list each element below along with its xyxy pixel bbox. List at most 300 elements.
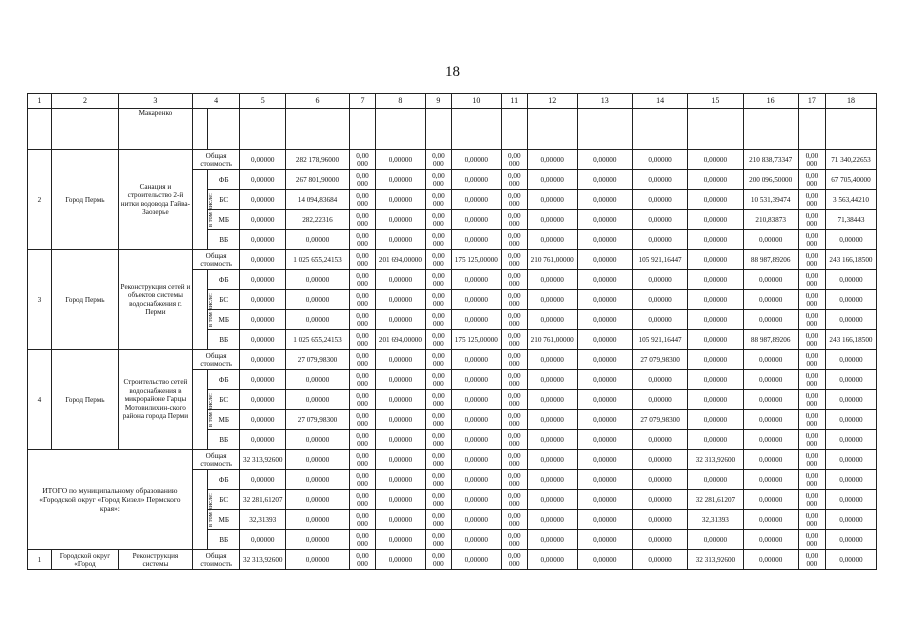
in-that-number-label [192, 370, 214, 450]
value-cell: 0,00000 [240, 310, 286, 330]
value-cell: 0,00 000 [349, 410, 375, 430]
value-cell: 0,00 000 [425, 250, 451, 270]
value-cell: 0,00 000 [798, 550, 825, 570]
value-cell [798, 109, 825, 150]
table-row [28, 250, 877, 270]
page-number: 18 [445, 64, 460, 80]
value-cell: 210 838,73347 [743, 150, 798, 170]
value-cell: 0,00000 [286, 290, 350, 310]
in-that-number-label [192, 270, 214, 350]
value-cell: 0,00000 [375, 310, 425, 330]
row-number-cell: 4 [28, 350, 52, 450]
value-cell: 0,00 000 [349, 430, 375, 450]
municipality-cell: Город Пермь [51, 250, 118, 350]
funding-source-cell: Общая стоимость [192, 250, 240, 270]
row-number-cell: 2 [28, 150, 52, 250]
value-cell: 0,00 000 [425, 430, 451, 450]
value-cell [425, 109, 451, 150]
value-cell: 0,00000 [527, 170, 577, 190]
value-cell: 267 801,90000 [286, 170, 350, 190]
value-cell: 0,00000 [375, 270, 425, 290]
value-cell [286, 109, 350, 150]
value-cell: 0,00000 [451, 270, 501, 290]
object-name-cell: Реконструкция сетей и объектов системы водоснабжения г. Перми [119, 250, 193, 350]
value-cell: 71,38443 [825, 210, 876, 230]
municipality-cell [51, 109, 118, 150]
value-cell: 0,00000 [451, 510, 501, 530]
value-cell: 0,00 000 [798, 250, 825, 270]
value-cell: 0,00000 [688, 190, 743, 210]
value-cell: 0,00000 [577, 470, 632, 490]
value-cell: 0,00000 [240, 410, 286, 430]
value-cell: 0,00000 [825, 450, 876, 470]
value-cell: 0,00000 [451, 390, 501, 410]
header-cell: 9 [425, 94, 451, 109]
value-cell: 0,00000 [632, 430, 687, 450]
value-cell: 0,00000 [688, 210, 743, 230]
value-cell: 0,00 000 [798, 150, 825, 170]
value-cell: 27 079,98300 [632, 350, 687, 370]
value-cell: 0,00000 [375, 290, 425, 310]
value-cell: 0,00 000 [425, 510, 451, 530]
value-cell: 0,00 000 [798, 490, 825, 510]
value-cell: 0,00 000 [425, 390, 451, 410]
value-cell: 0,00000 [743, 450, 798, 470]
value-cell: 0,00 000 [349, 310, 375, 330]
municipality-cell: Город Пермь [51, 150, 118, 250]
header-cell: 6 [286, 94, 350, 109]
table-row [28, 550, 877, 570]
value-cell: 0,00000 [688, 170, 743, 190]
value-cell: 32 313,92600 [240, 450, 286, 470]
value-cell: 32 313,92600 [240, 550, 286, 570]
value-cell: 0,00000 [375, 510, 425, 530]
value-cell: 0,00000 [527, 370, 577, 390]
value-cell: 0,00 000 [349, 490, 375, 510]
value-cell: 0,00 000 [798, 410, 825, 430]
value-cell: 0,00 000 [798, 210, 825, 230]
value-cell: 0,00 000 [501, 530, 527, 550]
value-cell: 0,00 000 [425, 370, 451, 390]
value-cell: 0,00000 [688, 430, 743, 450]
value-cell: 0,00000 [743, 470, 798, 490]
value-cell: 0,00000 [632, 310, 687, 330]
value-cell: 0,00 000 [349, 150, 375, 170]
value-cell: 0,00 000 [798, 350, 825, 370]
value-cell: 0,00000 [451, 370, 501, 390]
value-cell: 0,00000 [375, 410, 425, 430]
funding-source-cell: Общая стоимость [192, 450, 240, 470]
value-cell: 0,00000 [688, 310, 743, 330]
value-cell: 0,00000 [375, 390, 425, 410]
value-cell [825, 109, 876, 150]
value-cell: 0,00000 [825, 410, 876, 430]
value-cell: 0,00 000 [501, 290, 527, 310]
funding-source-cell: ВБ [207, 430, 240, 450]
value-cell: 0,00 000 [425, 170, 451, 190]
value-cell: 0,00000 [451, 470, 501, 490]
value-cell: 27 079,98300 [632, 410, 687, 430]
header-cell: 8 [375, 94, 425, 109]
value-cell: 0,00000 [825, 430, 876, 450]
value-cell: 0,00000 [688, 470, 743, 490]
value-cell: 0,00 000 [501, 430, 527, 450]
value-cell: 0,00000 [451, 190, 501, 210]
value-cell: 0,00000 [451, 450, 501, 470]
value-cell: 32 281,61207 [688, 490, 743, 510]
value-cell: 0,00000 [688, 290, 743, 310]
value-cell: 0,00000 [286, 430, 350, 450]
value-cell: 0,00000 [286, 470, 350, 490]
value-cell: 0,00000 [527, 350, 577, 370]
value-cell: 0,00000 [240, 290, 286, 310]
header-cell: 16 [743, 94, 798, 109]
header-cell: 14 [632, 94, 687, 109]
value-cell: 0,00000 [375, 450, 425, 470]
value-cell: 0,00000 [743, 530, 798, 550]
value-cell: 0,00000 [577, 170, 632, 190]
value-cell: 0,00000 [632, 530, 687, 550]
header-cell: 1 [28, 94, 52, 109]
value-cell: 0,00 000 [798, 230, 825, 250]
value-cell: 0,00000 [577, 150, 632, 170]
value-cell: 0,00000 [240, 170, 286, 190]
value-cell: 27 079,98300 [286, 350, 350, 370]
value-cell: 0,00000 [577, 430, 632, 450]
value-cell: 0,00000 [286, 310, 350, 330]
value-cell: 0,00 000 [425, 270, 451, 290]
in-that-number-text: в том числе: [206, 493, 214, 527]
in-that-number-text: в том числе: [206, 293, 214, 327]
value-cell: 0,00 000 [501, 370, 527, 390]
header-cell: 18 [825, 94, 876, 109]
value-cell: 0,00000 [286, 230, 350, 250]
value-cell [192, 109, 207, 150]
value-cell: 32,31393 [240, 510, 286, 530]
value-cell: 0,00000 [632, 370, 687, 390]
value-cell: 0,00000 [577, 190, 632, 210]
value-cell: 0,00000 [451, 310, 501, 330]
value-cell: 0,00 000 [425, 190, 451, 210]
value-cell: 0,00000 [632, 450, 687, 470]
value-cell: 0,00000 [286, 390, 350, 410]
row-number-cell: 3 [28, 250, 52, 350]
value-cell: 0,00000 [743, 370, 798, 390]
value-cell: 0,00 000 [798, 270, 825, 290]
value-cell: 0,00000 [577, 290, 632, 310]
value-cell: 3 563,44210 [825, 190, 876, 210]
funding-source-cell: МБ [207, 210, 240, 230]
value-cell: 0,00000 [743, 510, 798, 530]
value-cell: 0,00000 [527, 430, 577, 450]
value-cell: 0,00000 [375, 230, 425, 250]
value-cell: 0,00000 [240, 530, 286, 550]
value-cell: 0,00000 [451, 410, 501, 430]
value-cell: 0,00000 [286, 530, 350, 550]
value-cell: 0,00000 [286, 550, 350, 570]
funding-source-cell: ВБ [207, 230, 240, 250]
value-cell: 0,00000 [825, 310, 876, 330]
table-row [28, 150, 877, 170]
value-cell: 0,00000 [375, 550, 425, 570]
header-cell: 7 [349, 94, 375, 109]
value-cell [451, 109, 501, 150]
value-cell: 0,00 000 [349, 330, 375, 350]
value-cell: 0,00000 [632, 230, 687, 250]
value-cell: 200 096,50000 [743, 170, 798, 190]
value-cell: 0,00000 [688, 390, 743, 410]
value-cell: 0,00000 [375, 490, 425, 510]
value-cell: 0,00000 [527, 490, 577, 510]
header-cell: 12 [527, 94, 577, 109]
value-cell: 0,00000 [527, 390, 577, 410]
value-cell: 0,00000 [451, 530, 501, 550]
value-cell: 0,00 000 [349, 390, 375, 410]
funding-source-cell: ФБ [207, 470, 240, 490]
funding-source-cell: БС [207, 190, 240, 210]
value-cell: 105 921,16447 [632, 250, 687, 270]
value-cell: 0,00 000 [349, 230, 375, 250]
value-cell: 0,00 000 [425, 350, 451, 370]
funding-source-cell: ФБ [207, 370, 240, 390]
value-cell: 0,00000 [825, 470, 876, 490]
value-cell: 0,00000 [375, 370, 425, 390]
value-cell: 0,00 000 [425, 550, 451, 570]
value-cell: 0,00 000 [425, 470, 451, 490]
object-name-cell: Санация и строительство 2-й нитки водовода Гайва-Заозерье [119, 150, 193, 250]
value-cell: 210 761,00000 [527, 330, 577, 350]
header-cell: 5 [240, 94, 286, 109]
value-cell: 0,00000 [527, 210, 577, 230]
value-cell: 0,00000 [825, 270, 876, 290]
funding-source-cell: ФБ [207, 270, 240, 290]
value-cell: 0,00000 [632, 290, 687, 310]
value-cell: 0,00 000 [798, 370, 825, 390]
value-cell: 201 694,00000 [375, 250, 425, 270]
value-cell: 282,22316 [286, 210, 350, 230]
value-cell: 32,31393 [688, 510, 743, 530]
value-cell: 0,00000 [688, 330, 743, 350]
value-cell: 0,00000 [527, 190, 577, 210]
value-cell: 0,00000 [240, 430, 286, 450]
value-cell: 0,00000 [527, 230, 577, 250]
value-cell: 0,00 000 [501, 470, 527, 490]
row-number-cell: 1 [28, 550, 52, 570]
value-cell: 0,00 000 [501, 390, 527, 410]
value-cell: 0,00000 [632, 210, 687, 230]
value-cell: 0,00000 [451, 490, 501, 510]
value-cell: 0,00 000 [349, 250, 375, 270]
value-cell: 0,00000 [240, 350, 286, 370]
value-cell: 0,00000 [286, 450, 350, 470]
funding-source-cell: ФБ [207, 170, 240, 190]
header-row [28, 94, 877, 109]
value-cell: 0,00 000 [798, 330, 825, 350]
value-cell: 0,00 000 [349, 470, 375, 490]
value-cell: 0,00000 [743, 350, 798, 370]
value-cell: 0,00 000 [425, 150, 451, 170]
header-cell: 11 [501, 94, 527, 109]
value-cell: 0,00 000 [349, 170, 375, 190]
value-cell: 0,00 000 [349, 530, 375, 550]
funding-source-cell: МБ [207, 310, 240, 330]
value-cell: 0,00 000 [425, 210, 451, 230]
value-cell: 0,00 000 [349, 350, 375, 370]
table-row [28, 450, 877, 470]
value-cell: 67 705,40000 [825, 170, 876, 190]
value-cell: 32 313,92600 [688, 450, 743, 470]
value-cell: 0,00 000 [501, 450, 527, 470]
value-cell: 0,00000 [451, 230, 501, 250]
value-cell: 0,00000 [825, 510, 876, 530]
value-cell: 0,00000 [743, 290, 798, 310]
value-cell: 0,00 000 [798, 470, 825, 490]
funding-source-cell: БС [207, 290, 240, 310]
value-cell: 0,00 000 [349, 210, 375, 230]
value-cell [207, 109, 240, 150]
value-cell: 27 079,98300 [286, 410, 350, 430]
value-cell: 0,00000 [577, 350, 632, 370]
value-cell: 0,00000 [743, 230, 798, 250]
value-cell: 0,00 000 [425, 290, 451, 310]
value-cell: 0,00000 [451, 430, 501, 450]
value-cell: 0,00000 [577, 250, 632, 270]
value-cell: 0,00000 [240, 330, 286, 350]
value-cell: 0,00 000 [349, 510, 375, 530]
value-cell: 0,00000 [375, 170, 425, 190]
funding-source-cell: ВБ [207, 530, 240, 550]
value-cell [349, 109, 375, 150]
value-cell: 0,00 000 [425, 530, 451, 550]
funding-source-cell: МБ [207, 510, 240, 530]
value-cell: 0,00000 [240, 210, 286, 230]
value-cell: 0,00 000 [425, 450, 451, 470]
value-cell: 175 125,00000 [451, 330, 501, 350]
value-cell: 0,00 000 [501, 510, 527, 530]
value-cell: 0,00000 [688, 230, 743, 250]
value-cell: 0,00 000 [501, 190, 527, 210]
value-cell: 0,00000 [632, 550, 687, 570]
value-cell: 105 921,16447 [632, 330, 687, 350]
value-cell: 0,00000 [375, 150, 425, 170]
value-cell: 0,00000 [527, 470, 577, 490]
value-cell: 0,00000 [743, 270, 798, 290]
value-cell: 0,00000 [688, 530, 743, 550]
value-cell: 0,00000 [688, 350, 743, 370]
value-cell: 0,00000 [632, 150, 687, 170]
value-cell: 0,00000 [743, 310, 798, 330]
value-cell: 0,00 000 [349, 450, 375, 470]
value-cell: 0,00000 [240, 230, 286, 250]
value-cell: 0,00 000 [798, 290, 825, 310]
value-cell: 0,00000 [825, 490, 876, 510]
value-cell: 0,00 000 [798, 390, 825, 410]
value-cell: 0,00 000 [798, 530, 825, 550]
value-cell: 0,00000 [825, 550, 876, 570]
value-cell: 0,00 000 [501, 270, 527, 290]
value-cell: 0,00000 [286, 270, 350, 290]
value-cell: 0,00 000 [425, 230, 451, 250]
value-cell: 0,00000 [632, 270, 687, 290]
value-cell: 0,00000 [577, 370, 632, 390]
value-cell: 243 166,18500 [825, 330, 876, 350]
value-cell: 0,00000 [527, 530, 577, 550]
value-cell [577, 109, 632, 150]
value-cell: 0,00000 [577, 390, 632, 410]
value-cell: 0,00000 [375, 350, 425, 370]
value-cell: 0,00000 [743, 390, 798, 410]
value-cell: 0,00 000 [425, 490, 451, 510]
value-cell: 0,00 000 [501, 150, 527, 170]
object-name-cell: Макаренко [119, 109, 193, 150]
header-cell: 4 [192, 94, 240, 109]
value-cell: 0,00000 [632, 490, 687, 510]
object-name-cell: Реконструкция системы [119, 550, 193, 570]
municipality-cell: Город Пермь [51, 350, 118, 450]
value-cell: 0,00000 [527, 290, 577, 310]
funding-source-cell: Общая стоимость [192, 350, 240, 370]
value-cell: 0,00000 [577, 530, 632, 550]
investment-program-table [27, 93, 877, 570]
funding-source-cell: МБ [207, 410, 240, 430]
value-cell: 0,00 000 [349, 370, 375, 390]
value-cell: 0,00000 [632, 170, 687, 190]
value-cell: 0,00 000 [349, 270, 375, 290]
value-cell: 0,00 000 [501, 250, 527, 270]
value-cell: 0,00000 [577, 510, 632, 530]
total-label-cell: ИТОГО по муниципальному образованию «Городской округ «Город Кизел» Пермского края»: [28, 450, 193, 550]
value-cell: 32 281,61207 [240, 490, 286, 510]
header-cell: 17 [798, 94, 825, 109]
value-cell: 0,00000 [527, 270, 577, 290]
value-cell: 0,00000 [451, 150, 501, 170]
value-cell: 14 094,83684 [286, 190, 350, 210]
value-cell [743, 109, 798, 150]
value-cell: 0,00000 [577, 210, 632, 230]
value-cell: 0,00000 [577, 490, 632, 510]
value-cell: 0,00 000 [798, 450, 825, 470]
value-cell: 0,00000 [632, 470, 687, 490]
value-cell: 0,00000 [577, 310, 632, 330]
value-cell [632, 109, 687, 150]
funding-source-cell: БС [207, 490, 240, 510]
value-cell: 0,00 000 [501, 410, 527, 430]
value-cell: 0,00000 [688, 370, 743, 390]
value-cell: 0,00000 [451, 290, 501, 310]
value-cell: 0,00 000 [501, 210, 527, 230]
value-cell: 0,00000 [632, 190, 687, 210]
in-that-number-label [192, 170, 214, 250]
value-cell: 0,00 000 [349, 550, 375, 570]
value-cell: 0,00000 [688, 150, 743, 170]
value-cell: 0,00 000 [349, 190, 375, 210]
value-cell: 0,00000 [527, 550, 577, 570]
value-cell: 10 531,39474 [743, 190, 798, 210]
value-cell: 0,00000 [286, 510, 350, 530]
value-cell: 0,00 000 [798, 430, 825, 450]
value-cell: 0,00 000 [798, 170, 825, 190]
value-cell: 0,00 000 [349, 290, 375, 310]
value-cell: 0,00000 [240, 150, 286, 170]
funding-source-cell: БС [207, 390, 240, 410]
value-cell: 88 987,89206 [743, 330, 798, 350]
value-cell: 0,00000 [451, 350, 501, 370]
value-cell: 0,00000 [527, 410, 577, 430]
value-cell: 0,00000 [743, 490, 798, 510]
value-cell: 0,00 000 [501, 490, 527, 510]
value-cell: 0,00000 [286, 490, 350, 510]
value-cell: 0,00 000 [425, 410, 451, 430]
